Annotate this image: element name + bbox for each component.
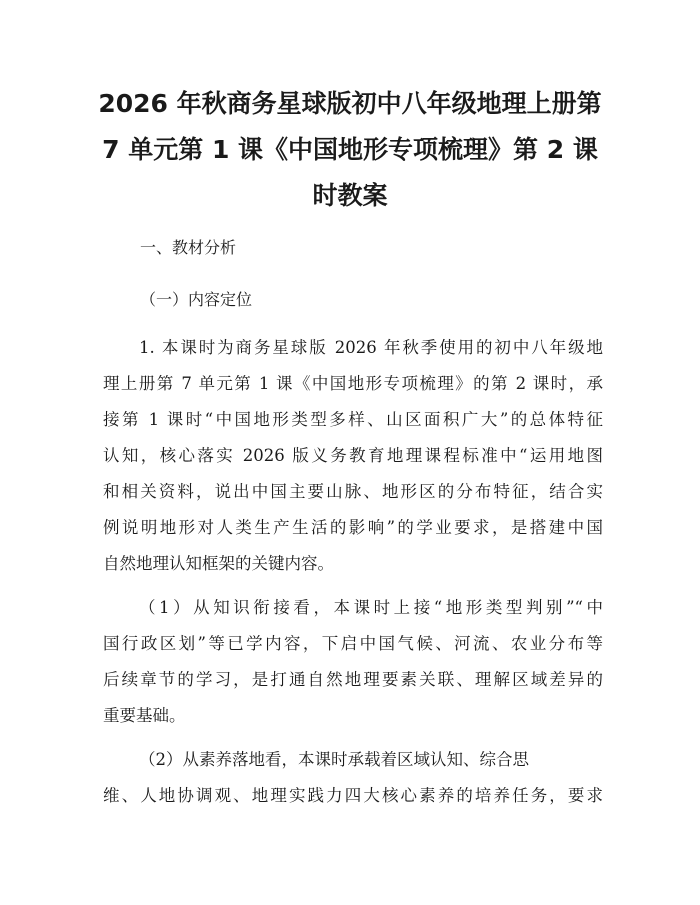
- paragraph-3: [103, 742, 603, 814]
- paragraph-line: 重要基础。: [103, 706, 186, 725]
- paragraph-line: 和相关资料，说出中国主要山脉、地形区的分布特征，结合实: [103, 482, 603, 501]
- paragraph-line: 接第 1 课时“中国地形类型多样、山区面积广大”的总体特征: [103, 410, 603, 429]
- title-line-2: 7 单元第 1 课《中国地形专项梳理》第 2 课: [102, 135, 598, 164]
- paragraph-1: [103, 330, 603, 582]
- subsection-heading: （一）内容定位: [140, 290, 253, 309]
- paragraph-2: [103, 590, 603, 734]
- paragraph-line: 国行政区划”等已学内容，下启中国气候、河流、农业分布等: [103, 634, 603, 653]
- paragraph-line: 例说明地形对人类生产生活的影响”的学业要求，是搭建中国: [103, 518, 603, 537]
- paragraph-line: 后续章节的学习，是打通自然地理要素关联、理解区域差异的: [103, 670, 603, 689]
- section-heading: 一、教材分析: [140, 238, 237, 257]
- paragraph-line: （2）从素养落地看，本课时承载着区域认知、综合思: [139, 750, 529, 769]
- paragraph-line: （1）从知识衔接看，本课时上接“地形类型判别”“中: [139, 598, 603, 617]
- paragraph-line: 自然地理认知框架的关键内容。: [103, 554, 334, 573]
- paragraph-line: 1. 本课时为商务星球版 2026 年秋季使用的初中八年级地: [139, 338, 603, 357]
- paragraph-line: 认知，核心落实 2026 版义务教育地理课程标准中“运用地图: [103, 446, 603, 465]
- title-line-3: 时教案: [312, 181, 388, 210]
- paragraph-line: 维、人地协调观、地理实践力四大核心素养的培养任务，要求: [103, 786, 603, 805]
- paragraph-line: 理上册第 7 单元第 1 课《中国地形专项梳理》的第 2 课时，承: [103, 374, 603, 393]
- title-line-1: 2026 年秋商务星球版初中八年级地理上册第: [98, 89, 602, 118]
